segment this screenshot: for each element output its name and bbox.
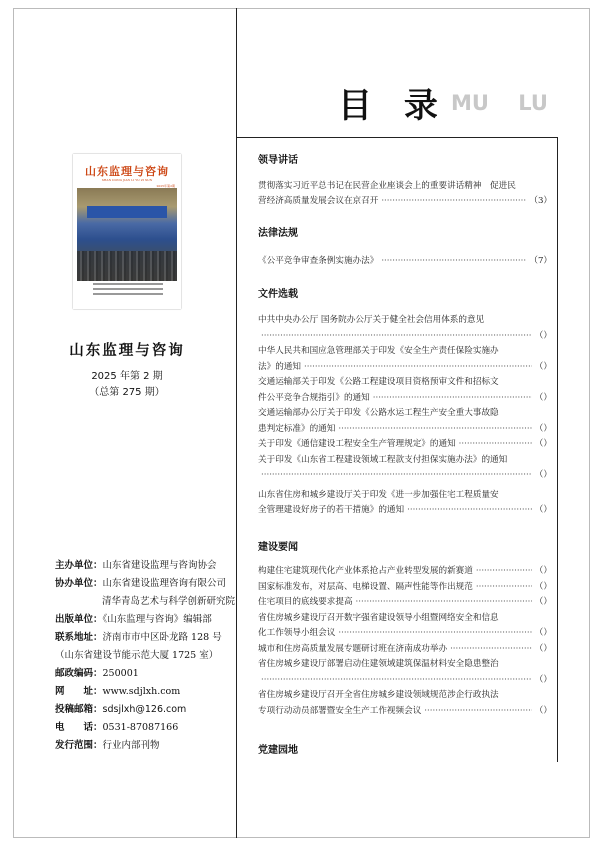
total-issue-number: （总第 275 期） [89, 387, 165, 398]
info-row: 联系地址：济南市市中区卧龙路 128 号 [55, 632, 222, 643]
toc-entry[interactable]: 交通运输部办公厅关于印发《公路水运工程生产安全重大事故隐 患判定标准》的通知 ····· （） [258, 406, 552, 437]
info-row: 投稿邮箱：sdsjlxh@126.com [55, 704, 187, 715]
info-row: 主办单位：山东省建设监理与咨询协会 [55, 560, 217, 571]
header-rule [237, 137, 558, 138]
toc-entry[interactable]: 城市和住房高质量发展专题研讨班在济南成功举办 ····· （） [258, 642, 552, 658]
section-leaders: 领导讲话 [258, 155, 298, 166]
journal-name: 山东监理与咨询 [69, 342, 185, 359]
cover-footer-text [93, 283, 163, 298]
cover-title: 山东监理与咨询 [85, 165, 169, 178]
toc-entry[interactable]: 中华人民共和国应急管理部关于印发《安全生产责任保险实施办 法》的通知 ····· （） [258, 344, 552, 375]
info-row: 邮政编码：250001 [55, 668, 139, 679]
cover-stage-banner [87, 206, 167, 218]
toc-entry[interactable]: 交通运输部关于印发《公路工程建设项目资格预审文件和招标文 件公平竞争合规指引》的通知 ····· （） [258, 375, 552, 406]
toc-right-rule [557, 137, 558, 762]
toc-entry[interactable]: 国家标准发布，对层高、电梯设置、隔声性能等作出规范 ····· （） [258, 580, 552, 596]
info-row: 协办单位：山东省建设监理咨询有限公司 [55, 578, 227, 589]
toc-entry[interactable]: 住宅项目的底线要求提高 ····· （） [258, 595, 552, 611]
toc-title: 目 录 [338, 86, 448, 126]
toc-entry[interactable]: 山东省住房和城乡建设厅关于印发《进一步加强住宅工程质量安 全管理建设好房子的若干措施》的通知 ····· （） [258, 488, 552, 519]
info-row: 发行范围：行业内部刊物 [55, 740, 160, 751]
toc-entry[interactable]: 《公平竞争审查条例实施办法》 ····· （7） [258, 254, 552, 269]
toc-entry[interactable]: 省住房城乡建设厅召开数字强省建设领导小组暨网络安全和信息 化工作领导小组会议 ····· （） [258, 611, 552, 642]
toc-title-pinyin: MU LU [451, 91, 548, 115]
toc-entry[interactable]: 省住房城乡建设厅召开全省住房城乡建设领域规范涉企行政执法 专项行动动员部署暨安全生产工作视频会议 ····· （） [258, 688, 552, 719]
toc-entry[interactable]: 关于印发《山东省工程建设领域工程款支付担保实施办法》的通知 ····· （） [258, 453, 552, 484]
section-party: 党建园地 [258, 745, 298, 756]
toc-entry-group [258, 564, 552, 719]
info-row: 清华青岛艺术与科学创新研究院 [102, 596, 236, 607]
toc-entry[interactable]: 贯彻落实习近平总书记在民营企业座谈会上的重要讲话精神 促进民 营经济高质量发展会议在京召开 ····· （3） [258, 179, 552, 209]
toc-entry[interactable]: 省住房城乡建设厅部署启动住建领域建筑保温材料安全隐患整治 ····· （） [258, 657, 552, 688]
section-law: 法律法规 [258, 228, 298, 239]
info-row: （山东省建设节能示范大厦 1725 室） [55, 650, 219, 661]
issue-number: 2025 年第 2 期 [91, 371, 163, 382]
info-row: 电 话：0531-87087166 [55, 722, 179, 733]
info-row: 出版单位：《山东监理与咨询》编辑部 [55, 614, 212, 625]
cover-audience [77, 251, 177, 281]
info-row: 网 址：www.sdjlxh.com [55, 686, 181, 697]
cover-issue: 2025年第2期 [156, 184, 175, 188]
toc-entry-group [258, 313, 552, 519]
toc-entry[interactable]: 构建住宅建筑现代化产业体系抢占产业转型发展的新赛道 ····· （） [258, 564, 552, 580]
column-divider [236, 8, 237, 838]
cover-thumbnail [73, 154, 181, 309]
toc-entry[interactable]: 关于印发《通信建设工程安全生产管理规定》的通知 ····· （） [258, 437, 552, 453]
section-documents: 文件选载 [258, 289, 298, 300]
cover-pinyin: SHAN DONG JIAN LI YU ZI XUN [101, 178, 153, 182]
info-list [55, 557, 235, 755]
section-news: 建设要闻 [258, 542, 298, 553]
toc-entry[interactable]: 中共中央办公厅 国务院办公厅关于健全社会信用体系的意见 ····· （） [258, 313, 552, 344]
cover-photo [77, 188, 177, 281]
